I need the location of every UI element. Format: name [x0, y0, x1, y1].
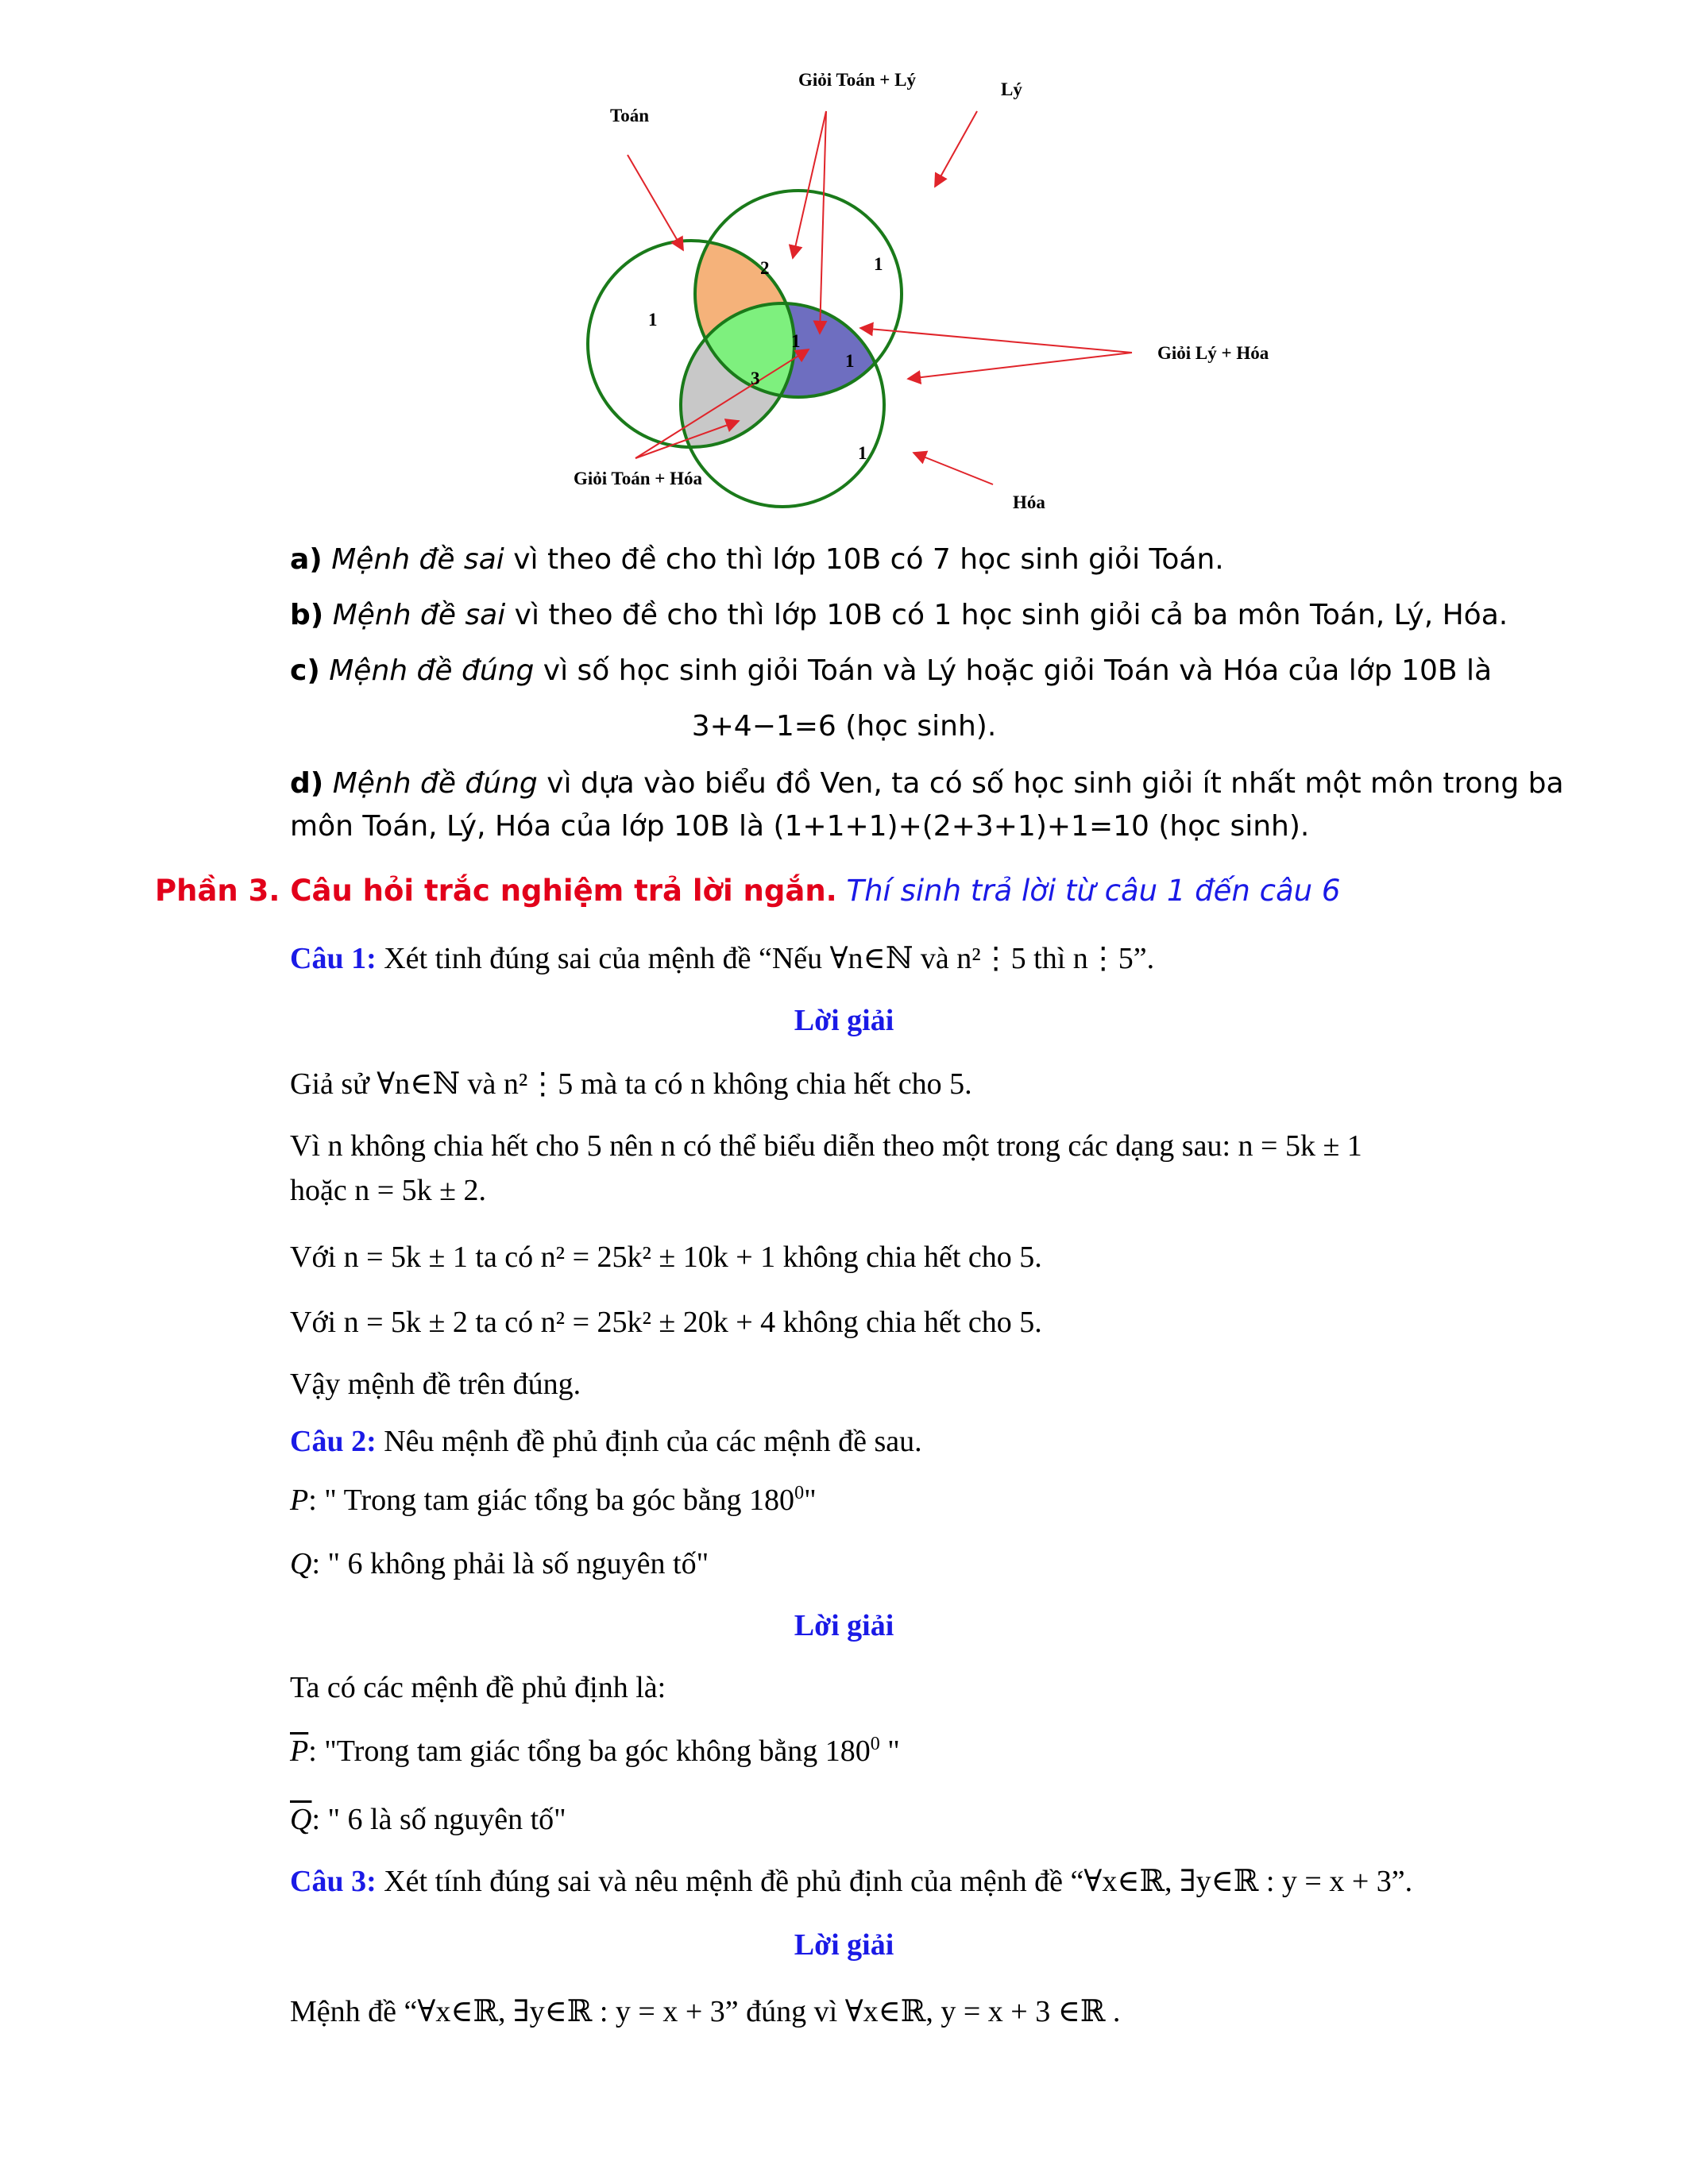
q2-proposition-q	[290, 1544, 709, 1584]
answer-d-verdict: Mệnh đề đúng	[332, 767, 538, 800]
label-toan-ly: Giỏi Toán + Lý	[798, 70, 916, 90]
label-ly: Lý	[1001, 79, 1022, 99]
q2-solution-label: Lời giải	[794, 1609, 894, 1642]
label-ly-hoa: Giỏi Lý + Hóa	[1157, 343, 1269, 363]
q2-q-name: Q	[290, 1547, 312, 1580]
q3-statement	[290, 1862, 1412, 1901]
q2-p-degree: 0	[794, 1483, 805, 1503]
arrow-ly-hoa-2	[908, 353, 1132, 379]
arrow-toan-ly-2	[820, 111, 826, 334]
answer-a	[290, 540, 1224, 580]
num-toan-only: 1	[648, 310, 658, 330]
q1-label: Câu 1:	[290, 942, 377, 975]
q3-solution-label: Lời giải	[794, 1928, 894, 1962]
q2-proposition-p	[290, 1480, 817, 1520]
q2-step-1: Ta có các mệnh đề phủ định là:	[290, 1671, 666, 1704]
answer-c	[290, 651, 1492, 691]
q2-neg-p-end: "	[879, 1734, 900, 1768]
num-hoa-only: 1	[858, 443, 867, 463]
part3-heading	[155, 871, 1340, 911]
q1-solution-label: Lời giải	[794, 1004, 894, 1037]
label-toan-hoa: Giỏi Toán + Hóa	[574, 469, 703, 488]
arrow-toan-ly-1	[793, 111, 826, 258]
q3-label: Câu 3:	[290, 1865, 377, 1898]
q1-step-5: Với n = 5k ± 2 ta có n² = 25k² ± 20k + 4 không chia hết cho 5.	[290, 1306, 1042, 1339]
answer-c-verdict: Mệnh đề đúng	[329, 654, 535, 687]
arrow-toan	[628, 155, 683, 250]
q2-neg-p-degree: 0	[870, 1734, 880, 1754]
q2-text: Nêu mệnh đề phủ định của các mệnh đề sau.	[376, 1425, 922, 1458]
q2-neg-q-text: : " 6 là số nguyên tố"	[311, 1803, 566, 1836]
answer-d	[290, 764, 1564, 804]
q1-step-2: Vì n không chia hết cho 5 nên n có thể biểu diễn theo một trong các dạng sau: n = 5k ± 1	[290, 1129, 1362, 1163]
answer-a-text: vì theo đề cho thì lớp 10B có 7 học sinh giỏi Toán.	[504, 543, 1224, 576]
q2-negation-p	[290, 1731, 900, 1771]
answer-d-key: d)	[290, 767, 324, 800]
q2-label: Câu 2:	[290, 1425, 377, 1458]
q1-text: Xét tinh đúng sai của mệnh đề “Nếu ∀n∈ℕ và n²⋮5 thì n⋮5”.	[376, 942, 1155, 975]
answer-b-key: b)	[290, 599, 324, 631]
answer-c-formula: 3+4−1=6 (học sinh).	[691, 710, 997, 743]
answer-c-key: c)	[290, 654, 320, 687]
num-toan-ly: 2	[760, 258, 770, 278]
venn-diagram	[548, 56, 1311, 532]
q3-text: Xét tính đúng sai và nêu mệnh đề phủ định của mệnh đề “∀x∈ℝ, ∃y∈ℝ : y = x + 3”.	[376, 1865, 1413, 1898]
q2-p-name: P	[290, 1484, 309, 1517]
label-hoa: Hóa	[1013, 492, 1045, 512]
arrow-hoa	[914, 453, 993, 484]
num-ly-hoa: 1	[845, 351, 855, 371]
q1-conclusion: Vậy mệnh đề trên đúng.	[290, 1368, 581, 1401]
answer-a-key: a)	[290, 543, 323, 576]
q2-negation-q	[290, 1800, 566, 1839]
part3-title: Phần 3. Câu hỏi trắc nghiệm trả lời ngắn.	[155, 874, 837, 908]
q2-q-text: : " 6 không phải là số nguyên tố"	[311, 1547, 709, 1580]
q1-statement	[290, 939, 1154, 978]
num-all-three: 1	[791, 331, 801, 351]
q2-statement	[290, 1422, 922, 1461]
q1-step-3: hoặc n = 5k ± 2.	[290, 1174, 487, 1207]
answer-d-text: vì dựa vào biểu đồ Ven, ta có số học sinh giỏi ít nhất một môn trong ba	[537, 767, 1564, 800]
arrow-ly	[935, 111, 977, 187]
q2-p-text: : " Trong tam giác tổng ba góc bằng 180	[308, 1484, 795, 1517]
q2-neg-q-name: $\overline{Q}$	[290, 1803, 312, 1836]
answer-b-text: vì theo đề cho thì lớp 10B có 1 học sinh giỏi cả ba môn Toán, Lý, Hóa.	[505, 599, 1508, 631]
q1-step-4: Với n = 5k ± 1 ta có n² = 25k² ± 10k + 1 không chia hết cho 5.	[290, 1241, 1042, 1274]
answer-a-verdict: Mệnh đề sai	[331, 543, 504, 576]
part3-subtitle: Thí sinh trả lời từ câu 1 đến câu 6	[836, 874, 1341, 908]
answer-b	[290, 596, 1508, 635]
answer-d-line2: môn Toán, Lý, Hóa của lớp 10B là (1+1+1)+(2+3+1)+1=10 (học sinh).	[290, 810, 1310, 843]
answer-b-verdict: Mệnh đề sai	[332, 599, 506, 631]
num-ly-only: 1	[874, 254, 883, 274]
q2-neg-p-text: : "Trong tam giác tổng ba góc không bằng 180	[308, 1734, 871, 1768]
q3-step-1: Mệnh đề “∀x∈ℝ, ∃y∈ℝ : y = x + 3” đúng vì ∀x∈ℝ, y = x + 3 ∈ℝ .	[290, 1995, 1121, 2028]
q2-p-end: "	[804, 1484, 817, 1517]
arrow-ly-hoa-1	[860, 328, 1132, 353]
q1-step-1: Giả sử ∀n∈ℕ và n²⋮5 mà ta có n không chia hết cho 5.	[290, 1067, 972, 1101]
num-toan-hoa: 3	[751, 369, 760, 388]
q2-neg-p-name: $\overline{P}$	[290, 1734, 309, 1768]
answer-c-text: vì số học sinh giỏi Toán và Lý hoặc giỏi Toán và Hóa của lớp 10B là	[534, 654, 1493, 687]
label-toan: Toán	[610, 106, 650, 125]
